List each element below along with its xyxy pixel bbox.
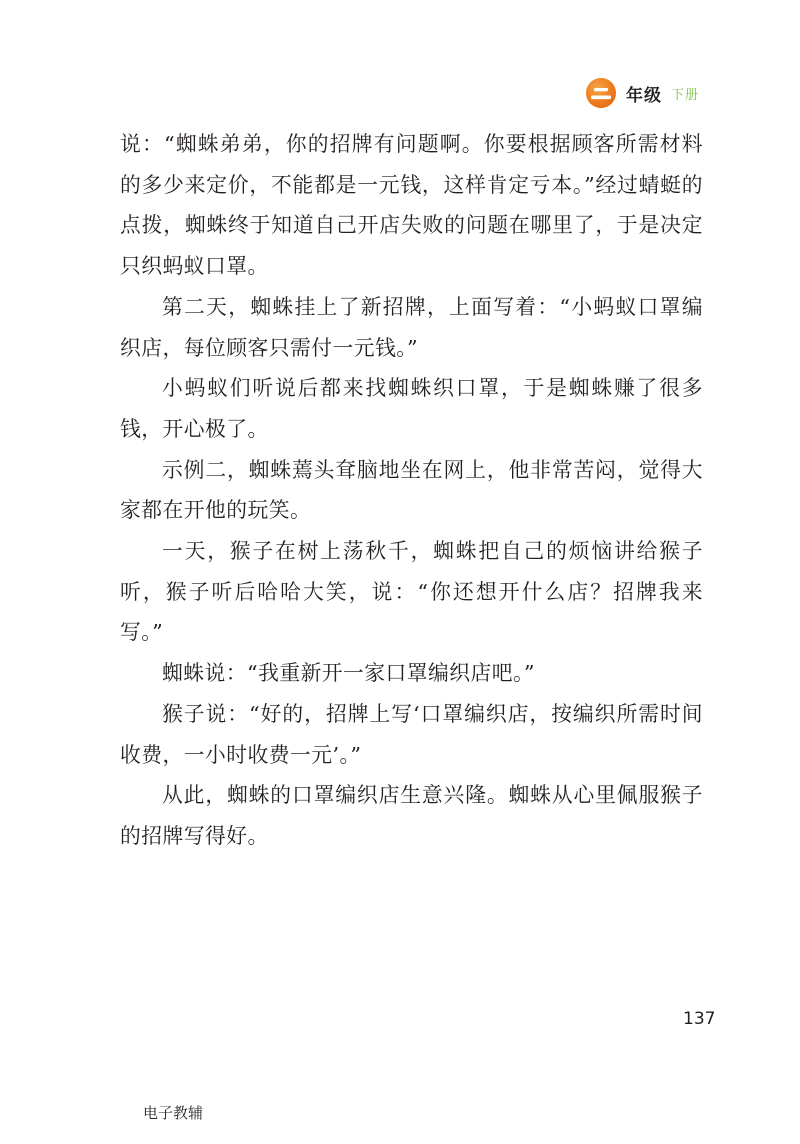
paragraph: 说：“蜘蛛弟弟，你的招牌有问题啊。你要根据顾客所需材料的多少来定价，不能都是一元钱，这样肯定亏本。”经过蜻蜓的点拨，蜘蛛终于知道自己开店失败的问题在哪里了，于是决定只织蚂蚁口罩。	[120, 132, 703, 279]
page-number: 137	[683, 1009, 716, 1029]
volume-label: 下册	[671, 87, 700, 103]
paragraph: 蜘蛛说：“我重新开一家口罩编织店吧。”	[162, 661, 535, 686]
paragraph: 从此，蜘蛛的口罩编织店生意兴隆。蜘蛛从心里佩服猴子的招牌写得好。	[120, 783, 703, 848]
paragraph: 猴子说：“好的，招牌上写‘口罩编织店，按编织所需时间收费，一小时收费一元’。”	[120, 701, 703, 767]
grade-two-symbol-icon	[586, 78, 616, 108]
paragraph: 小蚂蚁们听说后都来找蜘蛛织口罩，于是蜘蛛赚了很多钱，开心极了。	[120, 376, 703, 441]
paragraph: 一天，猴子在树上荡秋千，蜘蛛把自己的烦恼讲给猴子听，猴子听后哈哈大笑，说：“你还想开什么店？招牌我来写。”	[120, 539, 703, 645]
grade-label: 年级	[626, 85, 662, 106]
grade-two-badge-icon	[586, 78, 616, 108]
footer-label: 电子教辅	[143, 1104, 204, 1122]
body-text	[120, 124, 703, 857]
paragraph: 示例二，蜘蛛蔫头耷脑地坐在网上，他非常苦闷，觉得大家都在开他的玩笑。	[120, 457, 703, 523]
page-header	[586, 78, 699, 108]
paragraph: 第二天，蜘蛛挂上了新招牌，上面写着：“小蚂蚁口罩编织店，每位顾客只需付一元钱。”	[120, 294, 703, 360]
